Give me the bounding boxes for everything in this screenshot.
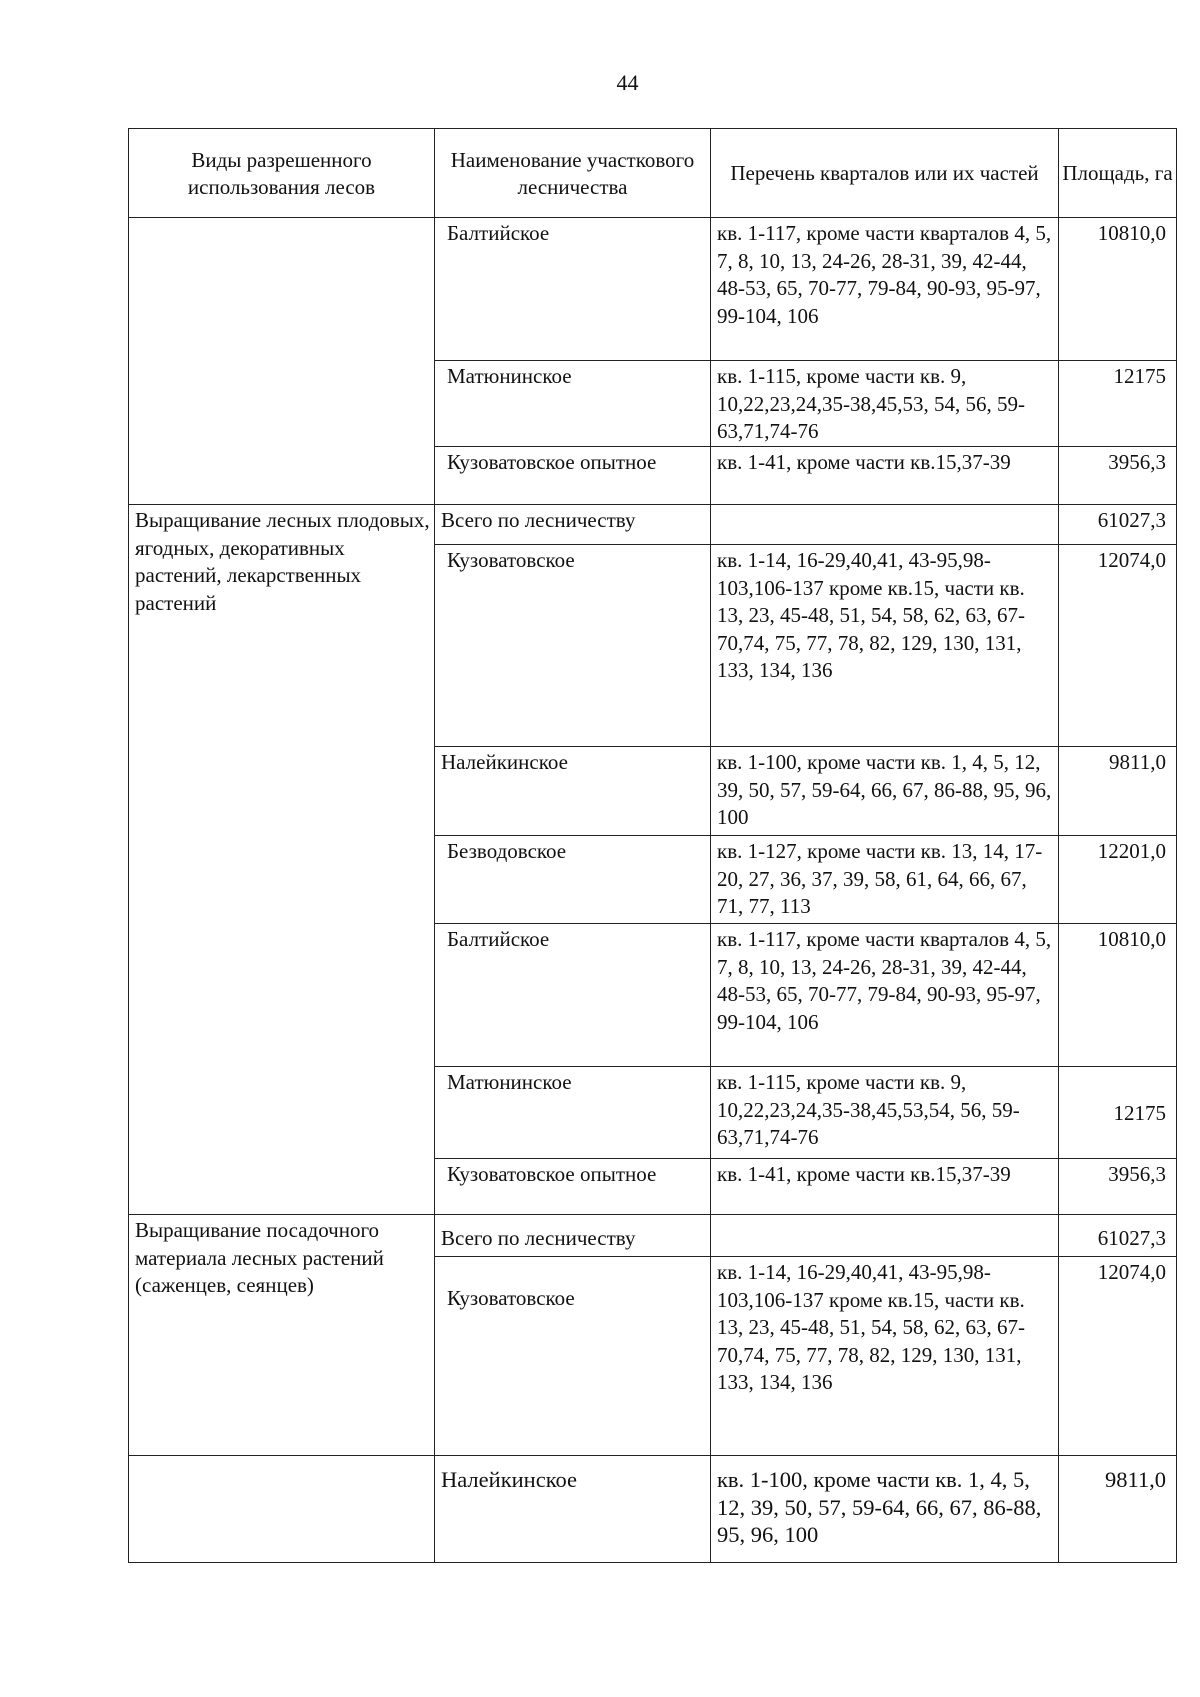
area-value: 9811,0 — [1059, 747, 1177, 836]
quarters-list: кв. 1-117, кроме части кварталов 4, 5, 7, 8, 10, 13, 24-26, 28-31, 39, 42-44, 48-53, 65, 70-77, 79-84, 90-93, 95-97, 99-104, 106 — [711, 218, 1059, 361]
forestry-name: Балтийское — [435, 218, 711, 361]
quarters-list: кв. 1-41, кроме части кв.15,37-39 — [711, 1159, 1059, 1215]
area-value: 12201,0 — [1059, 836, 1177, 924]
forestry-name: Балтийское — [435, 924, 711, 1067]
header-kind: Виды разрешенного использования лесов — [129, 129, 435, 218]
table-row-total — [129, 505, 1177, 545]
header-area: Площадь, га — [1059, 129, 1177, 218]
quarters-list: кв. 1-117, кроме части кварталов 4, 5, 7, 8, 10, 13, 24-26, 28-31, 39, 42-44, 48-53, 65, 70-77, 79-84, 90-93, 95-97, 99-104, 106 — [711, 924, 1059, 1067]
area-value: 3956,3 — [1059, 1159, 1177, 1215]
area-total: 61027,3 — [1059, 505, 1177, 545]
table-header-row — [129, 129, 1177, 218]
table-row — [129, 1456, 1177, 1563]
quarters-list — [711, 505, 1059, 545]
quarters-list: кв. 1-127, кроме части кв. 13, 14, 17-20, 27, 36, 37, 39, 58, 61, 64, 66, 67, 71, 77, 113 — [711, 836, 1059, 924]
quarters-list: кв. 1-41, кроме части кв.15,37-39 — [711, 447, 1059, 505]
kind-cell-continued — [129, 218, 435, 505]
area-value: 10810,0 — [1059, 924, 1177, 1067]
table-row — [129, 218, 1177, 361]
forest-use-table — [128, 128, 1177, 1563]
header-forestry: Наименование участкового лесничества — [435, 129, 711, 218]
quarters-list: кв. 1-115, кроме части кв. 9, 10,22,23,24,35-38,45,53, 54, 56, 59-63,71,74-76 — [711, 361, 1059, 447]
area-value: 12074,0 — [1059, 1257, 1177, 1456]
forestry-name: Матюнинское — [435, 1067, 711, 1159]
page-number: 44 — [616, 70, 639, 95]
area-value: 12175 — [1059, 361, 1177, 447]
quarters-list — [711, 1215, 1059, 1257]
kind-label: Выращивание лесных плодовых, ягодных, декоративных растений, лекарственных растений — [129, 505, 435, 1215]
forestry-name: Матюнинское — [435, 361, 711, 447]
area-value: 12175 — [1059, 1067, 1177, 1159]
quarters-list: кв. 1-115, кроме части кв. 9, 10,22,23,24,35-38,45,53,54, 56, 59-63,71,74-76 — [711, 1067, 1059, 1159]
kind-label: Выращивание посадочного материала лесных растений (саженцев, сеянцев) — [129, 1215, 435, 1456]
header-quarters: Перечень кварталов или их частей — [711, 129, 1059, 218]
quarters-list: кв. 1-14, 16-29,40,41, 43-95,98-103,106-137 кроме кв.15, части кв. 13, 23, 45-48, 51, 54, 58, 62, 63, 67-70,74, 75, 77, 78, 82, 129, 130, 131, 133, 134, 136 — [711, 1257, 1059, 1456]
forestry-name: Кузоватовское — [435, 1257, 711, 1456]
area-value: 12074,0 — [1059, 545, 1177, 747]
quarters-list: кв. 1-100, кроме части кв. 1, 4, 5, 12, 39, 50, 57, 59-64, 66, 67, 86-88, 95, 96, 100 — [711, 1456, 1059, 1563]
forestry-name: Кузоватовское опытное — [435, 447, 711, 505]
area-value: 9811,0 — [1059, 1456, 1177, 1563]
forestry-name: Налейкинское — [435, 1456, 711, 1563]
area-total: 61027,3 — [1059, 1215, 1177, 1257]
quarters-list: кв. 1-100, кроме части кв. 1, 4, 5, 12, 39, 50, 57, 59-64, 66, 67, 86-88, 95, 96, 100 — [711, 747, 1059, 836]
forestry-name: Безводовское — [435, 836, 711, 924]
quarters-list: кв. 1-14, 16-29,40,41, 43-95,98-103,106-137 кроме кв.15, части кв. 13, 23, 45-48, 51, 54, 58, 62, 63, 67-70,74, 75, 77, 78, 82, 129, 130, 131, 133, 134, 136 — [711, 545, 1059, 747]
table-row-total — [129, 1215, 1177, 1257]
forestry-name: Кузоватовское — [435, 545, 711, 747]
area-value: 10810,0 — [1059, 218, 1177, 361]
kind-cell-empty — [129, 1456, 435, 1563]
forestry-total-label: Всего по лесничеству — [435, 505, 711, 545]
area-value: 3956,3 — [1059, 447, 1177, 505]
forestry-total-label: Всего по лесничеству — [435, 1215, 711, 1257]
forestry-name: Налейкинское — [435, 747, 711, 836]
forestry-name: Кузоватовское опытное — [435, 1159, 711, 1215]
